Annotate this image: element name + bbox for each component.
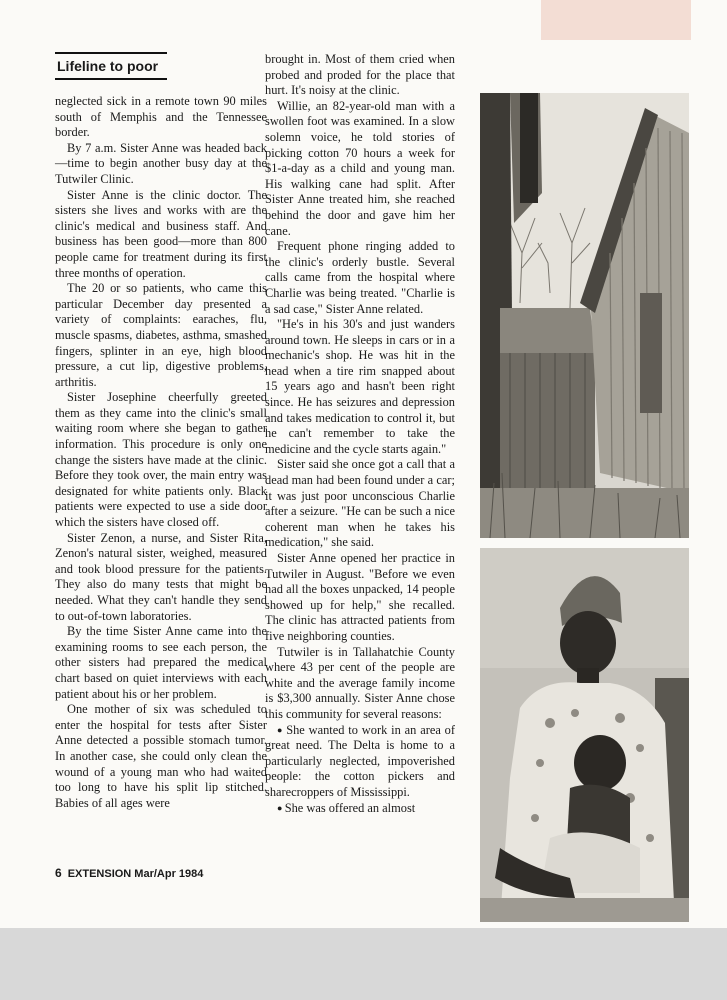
page-number: 6 [55,866,62,880]
paragraph: Sister Zenon, a nurse, and Sister Rita, Zenon's natural sister, weighed, measured and took blood pressure for the patients. They also do many tests that might be needed. What they can't handle they send to out-of-town laboratories. [55,530,267,623]
article-column-2 [265,52,455,816]
paragraph: Tutwiler is in Tallahatchie County where 43 per cent of the people are white and the average family income is $3,300 annually. Sister Anne chose this community for several reasons: [265,644,455,721]
paragraph: By the time Sister Anne came into the examining rooms to see each person, the other sisters had prepared the medical chart based on quiet interviews with each patient about his or her problem. [55,624,267,701]
paragraph: neglected sick in a remote town 90 miles south of Memphis and the Tennessee border. [55,94,267,140]
paragraph: Sister Josephine cheerfully greeted them as they came into the clinic's small waiting room where she began to gather information. This procedure is only one change the sisters have made at the clinic. Before they took over, the main entry was designated for white patients only. Black patients were expected to use a side door which the sisters have closed off. [55,390,267,530]
bullet-paragraph: ● She was offered an almost [265,801,455,817]
woman-baby-illustration [480,548,689,922]
section-title: Lifeline to poor [55,52,167,80]
paragraph: brought in. Most of them cried when probed and proded for the place that hurt. It's noisy at the clinic. [265,52,455,98]
page-footer [55,866,203,881]
photo-shacks [480,93,689,538]
paragraph: Frequent phone ringing added to the clinic's orderly bustle. Several calls came from the hospital where Charlie was being treated. "Charlie is a sad case," Sister Anne related. [265,239,455,316]
paragraph: One mother of six was scheduled to enter the hospital for tests after Sister Anne detected a possible stomach tumor. In another case, she could only clean the wound of a young man who had waited too long to have his split lip stitched. Babies of all ages were [55,702,267,810]
paragraph: The 20 or so patients, who came this particular December day presented a variety of complaints: earaches, flu, muscle spasms, diabetes, asthma, smashed fingers, splinter in an eye, high blood pressure, a cut lip, digestive problems, arthritis. [55,281,267,389]
paragraph: Willie, an 82-year-old man with a swollen foot was examined. In a slow solemn voice, he told stories of picking cotton 70 hours a week for $1-a-day as a child and young man. His walking cane had split. After Sister Anne treated him, she reached behind the door and gave him her cane. [265,98,455,238]
corner-tab [541,0,691,40]
photo-woman-with-baby [480,548,689,922]
shacks-illustration [480,93,689,538]
bullet-paragraph: ● She wanted to work in an area of great need. The Delta is home to a particularly neglected, impoverished people: the cotton pickers and sharecroppers of Mississippi. [265,723,455,801]
paragraph: Sister Anne is the clinic doctor. The sisters she lives and works with are the clinic's medical and business staff. And business has been good—more than 800 people came for treatment during its first three months of operation. [55,187,267,280]
publication-name: EXTENSION Mar/Apr 1984 [67,868,204,880]
paragraph: Sister Anne opened her practice in Tutwiler in August. "Before we even had all the boxes unpacked, 14 people showed up for help," she recalled. The clinic has attracted patients from five neighboring counties. [265,551,455,643]
scan-bottom-margin [0,928,727,1000]
article-column-1 [55,94,267,811]
paragraph: "He's in his 30's and just wanders around town. He sleeps in cars or in a mechanic's shop. He was hit in the head when a tire rim snapped about 15 years ago and hasn't been right since. He has seizures and depression and takes medication to control it, but he can't remember to take the medicine and the cycle starts again." [265,317,455,456]
paragraph: Sister said she once got a call that a dead man had been found under a car; it was just poor unconscious Charlie after a seizure. "He can be such a nice coherent man when he takes his medication," she said. [265,457,455,550]
paragraph: By 7 a.m. Sister Anne was headed back—time to begin another busy day at the Tutwiler Clinic. [55,140,267,186]
